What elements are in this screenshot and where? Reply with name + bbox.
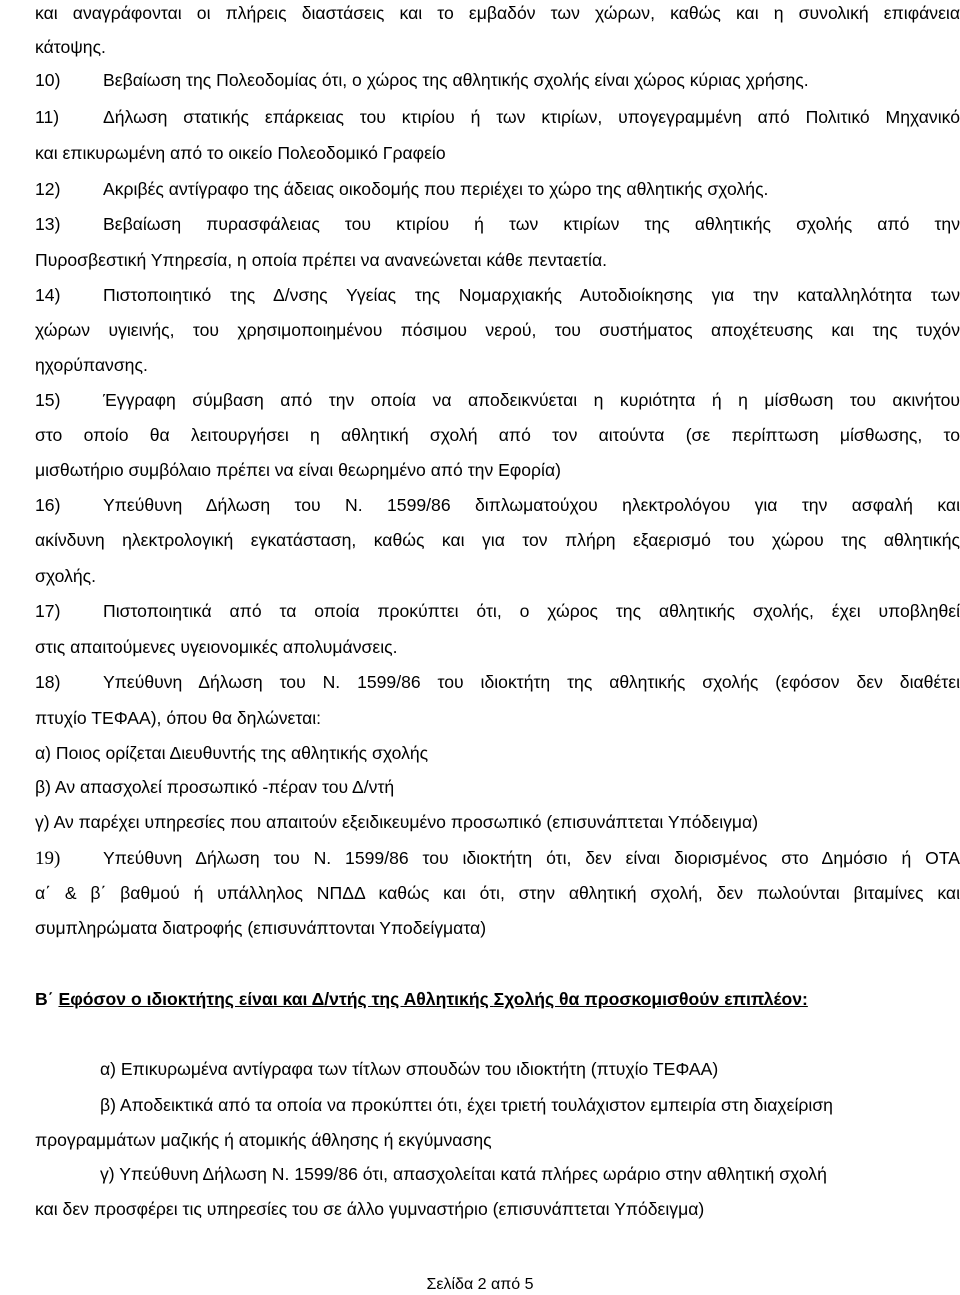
item-number: 18) [35,672,61,692]
text-line: πτυχίο ΤΕΦΑΑ), όπου θα δηλώνεται: [35,708,322,728]
text-line: στις απαιτούμενες υγειονομικές απολυμάνσεις. [35,637,398,657]
text-line: Πυροσβεστική Υπηρεσία, η οποία πρέπει να ανανεώνεται κάθε πενταετία. [35,250,608,270]
section-heading [35,988,960,1010]
item-number: 11) [35,107,60,127]
text-line: και δεν προσφέρει τις υπηρεσίες του σε άλλο γυμναστήριο (επισυνάπτεται Υπόδειγμα) [35,1199,705,1219]
item-number: 13) [35,214,61,234]
text-line: μισθωτήριο συμβόλαιο πρέπει να είναι θεωρημένο από την Εφορία) [35,460,561,480]
section-heading-part1: Εφόσον ο ιδιοκτήτης είναι και Δ/ντής της Αθλητικής [58,989,494,1009]
item-text: Ακριβές αντίγραφο της άδειας οικοδομής που περιέχει το χώρο της αθλητικής σχολής. [103,179,769,199]
item-text: Βεβαίωση πυρασφάλειας του κτιρίου ή των κτιρίων της αθλητικής σχολής από την [103,214,960,234]
item-number: 17) [35,601,61,621]
list-item-18 [35,671,960,693]
text-line: προγραμμάτων μαζικής ή ατομικής άθλησης ή εκγύμνασης [35,1130,492,1150]
list-item-12 [35,178,960,200]
list-item-10 [35,69,960,91]
sub-item: γ) Αν παρέχει υπηρεσίες που απαιτούν εξειδικευμένο προσωπικό (επισυνάπτεται Υπόδειγμα) [35,812,759,832]
sub-item: β) Αν απασχολεί προσωπικό -πέραν του Δ/ντή [35,777,395,797]
text-line: συμπληρώματα διατροφής (επισυνάπτονται Υποδείγματα) [35,918,487,938]
list-item-15 [35,389,960,411]
text-line: και επικυρωμένη από το οικείο Πολεοδομικό Γραφείο [35,143,446,163]
text-line: ηχορύπανσης. [35,355,148,375]
item-text: Υπεύθυνη Δήλωση του Ν. 1599/86 διπλωματούχου ηλεκτρολόγου για την ασφαλή και [103,495,960,515]
text-line: α΄ & β΄ βαθμού ή υπάλληλος ΝΠΔΔ καθώς και ότι, στην αθλητική σχολή, δεν πωλούνται βιταμίνες και [35,883,960,903]
list-item-17 [35,600,960,622]
item-text: Βεβαίωση της Πολεοδομίας ότι, ο χώρος της αθλητικής σχολής είναι χώρος κύριας χρήσης. [103,70,809,90]
sub-item: α) Επικυρωμένα αντίγραφα των τίτλων σπουδών του ιδιοκτήτη (πτυχίο ΤΕΦΑΑ) [100,1059,719,1079]
text-line: χώρων υγιεινής, του χρησιμοποιημένου πόσιμου νερού, του συστήματος αποχέτευσης και της τυχόν [35,320,960,340]
item-number: 16) [35,495,61,515]
item-text: Πιστοποιητικό της Δ/νσης Υγείας της Νομαρχιακής Αυτοδιοίκησης για την καταλληλότητα των [103,285,960,305]
list-item-13 [35,213,960,235]
text-line: ακίνδυνη ηλεκτρολογική εγκατάσταση, καθώς και για τον πλήρη εξαερισμό του χώρου της αθλητικής [35,530,960,550]
list-item-11 [35,106,960,128]
item-number: 19) [35,848,61,869]
text-line: και αναγράφονται οι πλήρεις διαστάσεις και το εμβαδόν των χώρων, καθώς και η συνολική επιφάνεια [35,3,960,23]
item-number: 12) [35,179,61,199]
list-item-14 [35,284,960,306]
item-text: Έγγραφη σύμβαση από την οποία να αποδεικνύεται η κυριότητα ή η μίσθωση του ακινήτου [103,390,960,410]
list-item-19 [35,847,960,869]
sub-item: γ) Υπεύθυνη Δήλωση Ν. 1599/86 ότι, απασχολείται κατά πλήρες ωράριο στην αθλητική σχολή [100,1164,827,1184]
text-line: σχολής. [35,566,97,586]
list-item-16 [35,494,960,516]
sub-item: α) Ποιος ορίζεται Διευθυντής της αθλητικής σχολής [35,743,429,763]
section-prefix: Β΄ [35,989,59,1009]
text-line: κάτοψης. [35,37,106,57]
section-heading-part2: Σχολής θα προσκομισθούν επιπλέον: [493,989,808,1009]
item-text: Υπεύθυνη Δήλωση του Ν. 1599/86 του ιδιοκτήτη ότι, δεν είναι διορισμένος στο Δημόσιο ή ΟΤΑ [103,848,960,868]
item-number: 14) [35,285,61,305]
item-text: Δήλωση στατικής επάρκειας του κτιρίου ή των κτιρίων, υπογεγραμμένη από Πολιτικό Μηχανικό [103,107,960,127]
item-text: Πιστοποιητικά από τα οποία προκύπτει ότι, ο χώρος της αθλητικής σχολής, έχει υποβληθεί [103,601,960,621]
text-line: στο οποίο θα λειτουργήσει η αθλητική σχολή από τον αιτούντα (σε περίπτωση μίσθωσης, το [35,425,960,445]
item-number: 15) [35,390,61,410]
item-number: 10) [35,70,61,90]
sub-item: β) Αποδεικτικά από τα οποία να προκύπτει ότι, έχει τριετή τουλάχιστον εμπειρία στη διαχείριση [100,1095,833,1115]
item-text: Υπεύθυνη Δήλωση του Ν. 1599/86 του ιδιοκτήτη της αθλητικής σχολής (εφόσον δεν διαθέτει [103,672,960,692]
page-number-footer: Σελίδα 2 από 5 [426,1276,534,1293]
